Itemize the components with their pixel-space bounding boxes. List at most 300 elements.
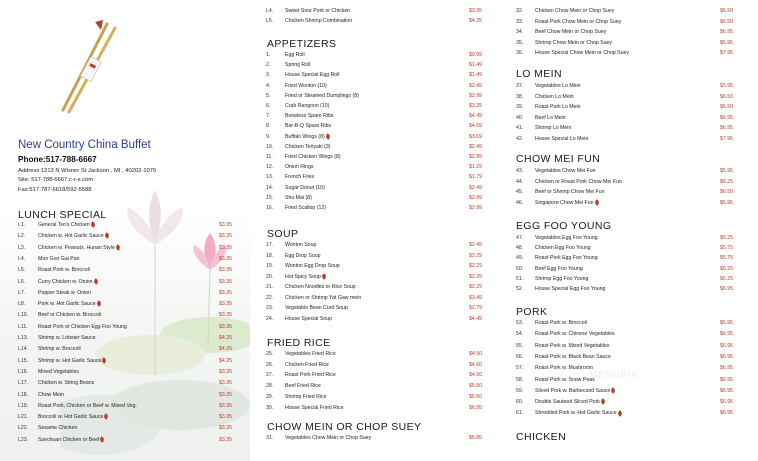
menu-item-name: Spring Roll xyxy=(285,62,311,69)
menu-item-price: $6.50 xyxy=(720,8,733,14)
menu-item-price: $2.99 xyxy=(469,154,482,160)
menu-item-number: 45. xyxy=(516,189,524,195)
menu-item-name: Vegetables Fried Rice xyxy=(285,351,336,357)
menu-item-name: Curry Chicken w. Onion xyxy=(38,277,98,287)
menu-item-price: $6.95 xyxy=(720,342,733,349)
menu-item-price: $1.29 xyxy=(469,164,482,171)
menu-item xyxy=(0,254,250,264)
menu-item-price: $6.95 xyxy=(720,387,733,394)
menu-item xyxy=(0,288,250,298)
menu-item-name: Shrimp Egg Foo Young xyxy=(535,275,589,282)
menu-item-price: $3.35 xyxy=(219,289,232,296)
menu-item-number: 32. xyxy=(516,8,524,14)
menu-item-number: L16. xyxy=(18,368,29,375)
menu-item xyxy=(258,349,490,359)
hot-pepper-icon xyxy=(600,399,606,405)
menu-item-price: $3.35 xyxy=(219,301,232,308)
menu-item-name: Beef Fried Rice xyxy=(285,383,321,390)
menu-item xyxy=(508,408,758,418)
menu-item-price: $3.35 xyxy=(219,436,232,443)
menu-item-name: Mixed Vegetables xyxy=(38,368,79,375)
menu-item-price: $6.25 xyxy=(720,275,733,282)
hot-pepper-icon xyxy=(115,244,121,250)
menu-item-price: $6.95 xyxy=(720,399,733,406)
menu-item-number: 47. xyxy=(516,235,524,241)
menu-item xyxy=(508,318,758,328)
menu-item-name: Vegetable Bean Curd Soup xyxy=(285,305,348,311)
menu-item-number: 3. xyxy=(266,72,271,79)
menu-item-name: Roast Pork w. Snow Peas xyxy=(535,376,595,383)
menu-item-price: $2.49 xyxy=(469,184,482,191)
menu-item xyxy=(258,60,490,70)
hot-pepper-icon xyxy=(321,273,327,279)
menu-item xyxy=(508,48,758,58)
menu-item xyxy=(258,70,490,80)
menu-item xyxy=(0,412,250,422)
menu-item-price: $4.25 xyxy=(219,346,232,353)
menu-item-number: 30. xyxy=(266,404,274,411)
menu-item-number: 11. xyxy=(266,154,273,160)
menu-item-number: 35. xyxy=(516,39,524,46)
menu-item-price: $4.60 xyxy=(469,372,482,379)
menu-item-name: Beef Lo Mein xyxy=(535,114,566,121)
hot-pepper-icon xyxy=(594,199,600,205)
menu-item-name: Chicken or Shrimp Yat Gaw mein xyxy=(285,294,362,301)
menu-item-name: Fried Scallop (12) xyxy=(285,205,326,211)
menu-item xyxy=(0,356,250,366)
menu-item-price: $3.35 xyxy=(219,278,232,285)
menu-item-name: Beef Egg Foo Young xyxy=(535,265,583,272)
menu-item-name: Beef or Shrimp Chow Mei Fun xyxy=(535,189,605,195)
menu-item-price: $2.79 xyxy=(469,305,482,311)
menu-item-number: L14. xyxy=(18,346,29,353)
menu-item-number: 61. xyxy=(516,410,524,417)
menu-item xyxy=(258,121,490,131)
menu-item-number: 9. xyxy=(266,133,271,140)
menu-item xyxy=(0,333,250,343)
menu-item-price: $3.35 xyxy=(219,312,232,319)
menu-item xyxy=(258,132,490,142)
menu-item-price: $5.95 xyxy=(469,435,482,441)
hot-pepper-icon xyxy=(104,233,110,239)
menu-item-name: Double Sauteed Sliced Pork xyxy=(535,397,605,407)
menu-item-number: 21. xyxy=(266,284,274,290)
menu-item-number: L11. xyxy=(18,323,28,330)
menu-item-name: Roast Pork Fried Rice xyxy=(285,372,336,379)
menu-item-name: Chicken Shrimp Combination xyxy=(285,18,353,24)
menu-item-name: Roast Pork, Chicken or Beef w. Mixed Veg. xyxy=(38,402,137,409)
menu-item-price: $2.29 xyxy=(469,263,482,269)
menu-item-price: $4.25 xyxy=(219,335,232,341)
menu-item-number: 24. xyxy=(266,315,274,322)
menu-item-price: $6.95 xyxy=(720,39,733,46)
menu-item-name: Roast Pork Chow Mein or Chop Suey xyxy=(535,18,622,25)
menu-item-price: $3.35 xyxy=(219,425,232,432)
menu-item-number: 42. xyxy=(516,135,524,142)
menu-item xyxy=(508,329,758,339)
menu-item-name: House Special Chow Mein or Chop Suey xyxy=(535,50,630,56)
menu-item-number: 53. xyxy=(516,320,524,326)
menu-item xyxy=(258,293,490,303)
menu-item xyxy=(0,243,250,253)
menu-item xyxy=(0,390,250,400)
menu-item-number: 16. xyxy=(266,205,274,211)
menu-item-price: $3.35 xyxy=(219,391,232,398)
menu-item-name: Shrimp w. Broccoli xyxy=(38,346,81,353)
menu-item xyxy=(258,142,490,152)
menu-item xyxy=(258,81,490,91)
menu-item xyxy=(0,277,250,287)
menu-item-number: L13. xyxy=(18,335,29,341)
menu-item-price: $1.49 xyxy=(469,72,482,79)
menu-item-name: Wonton Soup xyxy=(285,242,317,248)
menu-item xyxy=(508,352,758,362)
menu-item xyxy=(258,162,490,172)
menu-item-price: $3.35 xyxy=(219,402,232,409)
menu-item-name: Pepper Steak w. Onion xyxy=(38,289,92,296)
menu-item-number: 12. xyxy=(266,164,274,171)
menu-item-price: $5.25 xyxy=(720,235,733,241)
menu-item xyxy=(258,193,490,203)
menu-item-name: Vegetables Chow Mein or Chop Suey xyxy=(285,435,372,441)
menu-item-name: Chicken w. Peanuts, Hunan Style xyxy=(38,243,120,253)
menu-item xyxy=(0,435,250,445)
section-title-fried-rice: FRIED RICE xyxy=(267,337,331,349)
menu-item-price: $4.49 xyxy=(469,113,482,120)
menu-item xyxy=(258,282,490,292)
fax: Fax:517-787-6618/592-5588 xyxy=(18,187,92,193)
menu-item-number: 7. xyxy=(266,113,271,120)
menu-item-name: Beef or Chicken w. Broccoli xyxy=(38,312,102,319)
menu-item-price: $3.35 xyxy=(219,244,232,251)
menu-item-number: 54. xyxy=(516,331,524,338)
menu-item xyxy=(508,102,758,112)
menu-item-price: $6.95 xyxy=(720,286,733,292)
menu-item-price: $5.95 xyxy=(720,83,733,89)
menu-item-number: 5. xyxy=(266,92,271,99)
menu-item-name: Wonton Egg Drop Soup xyxy=(285,263,340,269)
menu-item xyxy=(258,91,490,101)
hot-pepper-icon xyxy=(325,133,331,139)
menu-item-name: Roast Pork w. Broccoli xyxy=(38,267,90,274)
menu-item xyxy=(508,17,758,27)
menu-item-price: $6.95 xyxy=(720,320,733,326)
menu-item-price: $1.79 xyxy=(469,174,482,181)
menu-item-number: L18. xyxy=(18,391,29,398)
menu-item xyxy=(508,6,758,16)
menu-item-price: $4.60 xyxy=(469,361,482,368)
menu-item-number: L4. xyxy=(266,8,274,14)
menu-item-number: 34. xyxy=(516,29,524,35)
menu-item-number: L21. xyxy=(18,414,29,421)
chopsticks-logo-icon xyxy=(55,20,125,115)
menu-item xyxy=(258,240,490,250)
menu-item xyxy=(258,152,490,162)
menu-item-number: 20. xyxy=(266,273,274,280)
hot-pepper-icon xyxy=(617,410,623,416)
menu-item-number: 37. xyxy=(516,83,524,89)
menu-item-name: Roast Pork w. Chinese Vegetables xyxy=(535,331,615,338)
menu-item-number: 55. xyxy=(516,342,524,349)
hot-pepper-icon xyxy=(100,436,106,442)
menu-item-price: $3.35 xyxy=(219,323,232,330)
hot-pepper-icon xyxy=(96,301,102,307)
menu-item-price: $3.69 xyxy=(469,133,482,140)
menu-item-price: $6.50 xyxy=(720,93,733,100)
menu-item xyxy=(508,243,758,253)
menu-item-name: General Tso's Chicken xyxy=(38,220,95,230)
menu-item-name: Egg Drop Soup xyxy=(285,252,321,259)
restaurant-name: New Country China Buffet xyxy=(18,139,151,151)
menu-item-number: 59. xyxy=(516,387,524,394)
menu-item xyxy=(0,322,250,332)
watermark: MENUPIX xyxy=(590,370,639,380)
menu-item-price: $6.95 xyxy=(720,114,733,121)
menu-item-price: $1.49 xyxy=(469,62,482,69)
menu-item-name: Shu Mai (8) xyxy=(285,194,312,201)
menu-item-name: Vegetables Chow Mei Fun xyxy=(535,168,596,174)
menu-item-number: 44. xyxy=(516,178,524,185)
menu-item-number: 48. xyxy=(516,245,524,252)
menu-item xyxy=(258,314,490,324)
menu-item-number: 43. xyxy=(516,168,524,174)
menu-item-price: $3.35 xyxy=(219,368,232,375)
menu-item-name: Sliced Pork w. Barbecued Sauce xyxy=(535,386,615,396)
menu-item-name: Vegetables Lo Mein xyxy=(535,83,581,89)
menu-item xyxy=(508,81,758,91)
menu-item-number: L7. xyxy=(18,289,26,296)
menu-item-price: $5.75 xyxy=(720,245,733,252)
menu-item-name: Chicken w. Hot Garlic Sauce xyxy=(38,231,109,241)
menu-item xyxy=(0,231,250,241)
menu-item-number: L23. xyxy=(18,436,29,443)
menu-item xyxy=(508,386,758,396)
menu-item-name: House Special Lo Mein xyxy=(535,135,589,142)
menu-item xyxy=(508,233,758,243)
menu-item xyxy=(508,198,758,208)
menu-item-number: 56. xyxy=(516,353,524,360)
menu-item-price: $4.69 xyxy=(469,123,482,130)
menu-item-price: $4.25 xyxy=(469,18,482,24)
menu-item-number: 31. xyxy=(266,435,274,441)
menu-item-name: Chicken Chow Mein or Chop Suey xyxy=(535,8,615,14)
menu-item-price: $0.99 xyxy=(469,52,482,58)
menu-item-price: $6.95 xyxy=(720,125,733,131)
menu-item-price: $5.75 xyxy=(720,255,733,262)
menu-item-name: Vegetables Egg Foo Young xyxy=(535,235,598,241)
menu-item-name: House Special Fried Rice xyxy=(285,404,344,411)
menu-item-name: House Special Soup xyxy=(285,315,333,322)
menu-item-name: Roast Pork w. Mushroom xyxy=(535,365,593,372)
menu-item-price: $7.95 xyxy=(720,135,733,142)
menu-item xyxy=(0,378,250,388)
menu-item-number: L17. xyxy=(18,380,29,387)
menu-item xyxy=(258,111,490,121)
menu-item-price: $3.35 xyxy=(219,222,232,228)
menu-item-name: Boneless Spare Ribs xyxy=(285,113,334,120)
menu-item-number: L1. xyxy=(18,222,26,228)
menu-item-price: $7.95 xyxy=(720,50,733,56)
menu-item xyxy=(508,38,758,48)
menu-item-number: 4. xyxy=(266,82,271,89)
menu-item-price: $6.95 xyxy=(469,404,482,411)
menu-item-name: Egg Roll xyxy=(285,52,305,58)
menu-item xyxy=(258,433,490,443)
menu-item xyxy=(508,187,758,197)
phone-number: Phone:517-788-6667 xyxy=(18,155,97,164)
menu-item-name: Roast Pork or Chicken Egg Foo Young xyxy=(38,323,127,330)
menu-item-price: $3.35 xyxy=(219,255,232,262)
menu-item-number: 23. xyxy=(266,305,274,311)
menu-item-price: $3.95 xyxy=(469,8,482,14)
menu-item-name: Shredded Pork w. Hot Garlic Sauce xyxy=(535,408,622,418)
menu-item xyxy=(258,381,490,391)
menu-item-number: 58. xyxy=(516,376,524,383)
menu-item xyxy=(508,397,758,407)
menu-item xyxy=(508,264,758,274)
menu-item-name: Chow Mein xyxy=(38,391,64,398)
menu-item-number: 60. xyxy=(516,399,524,406)
hot-pepper-icon xyxy=(104,414,110,420)
section-title-soup: SOUP xyxy=(267,228,299,240)
menu-item xyxy=(508,284,758,294)
menu-item xyxy=(258,370,490,380)
menu-item-price: $3.35 xyxy=(219,267,232,274)
menu-item-price: $2.49 xyxy=(469,242,482,248)
menu-item-number: 39. xyxy=(516,104,524,110)
menu-item-name: Chicken or Roast Pork Chow Mei Fun xyxy=(535,178,622,185)
menu-item-price: $5.95 xyxy=(720,168,733,174)
menu-item-number: 18. xyxy=(266,252,274,259)
menu-item-price: $4.50 xyxy=(469,351,482,357)
menu-item xyxy=(508,27,758,37)
menu-item-price: $3.25 xyxy=(469,103,482,109)
menu-item-number: 33. xyxy=(516,18,524,25)
menu-item-number: 10. xyxy=(266,143,274,150)
menu-item-name: Roast Pork Lo Mein xyxy=(535,104,581,110)
menu-item-number: 22. xyxy=(266,294,274,301)
menu-item-name: Onion Rings xyxy=(285,164,314,171)
menu-item-name: Moo Goo Gai Pan xyxy=(38,255,80,262)
menu-item-name: Sesame Chicken xyxy=(38,425,78,432)
menu-item xyxy=(508,274,758,284)
menu-item-name: Shrimp w. Hot Garlic Sauce xyxy=(38,356,106,366)
menu-item-price: $6.25 xyxy=(720,178,733,185)
menu-item-name: Hot Spicy Soup xyxy=(285,272,326,282)
menu-item-number: 25. xyxy=(266,351,274,357)
menu-item-price: $3.35 xyxy=(219,380,232,387)
menu-item-number: L10. xyxy=(18,312,29,319)
menu-item-price: $3.49 xyxy=(469,294,482,301)
menu-item-price: $6.25 xyxy=(720,265,733,272)
menu-item-price: $2.99 xyxy=(469,194,482,201)
menu-item-price: $2.29 xyxy=(469,273,482,280)
menu-item-number: 19. xyxy=(266,263,274,269)
address: Address:1213 N Wisner St Jackson , MI , 40202-1076 xyxy=(18,168,157,174)
menu-item-name: Buffalo Wings (8) xyxy=(285,132,330,142)
menu-item xyxy=(508,177,758,187)
menu-item xyxy=(258,360,490,370)
menu-item-number: 29. xyxy=(266,393,274,400)
menu-item-number: 1. xyxy=(266,52,271,58)
section-title-chow-mein: CHOW MEIN OR CHOP SUEY xyxy=(267,421,422,433)
menu-item-price: $6.95 xyxy=(720,353,733,360)
menu-item-number: L5. xyxy=(18,267,26,274)
menu-item-number: 50. xyxy=(516,265,524,272)
menu-item-name: Sugar Donut (10) xyxy=(285,184,325,191)
menu-item-name: Bar-B-Q Spare Ribs xyxy=(285,123,332,130)
menu-item xyxy=(258,50,490,60)
section-title-pork: PORK xyxy=(516,306,548,318)
menu-item-number: 26. xyxy=(266,361,274,368)
left-column xyxy=(0,0,250,461)
menu-item-name: French Fries xyxy=(285,174,315,181)
menu-item xyxy=(508,341,758,351)
hot-pepper-icon xyxy=(102,357,108,363)
menu-item xyxy=(0,310,250,320)
section-title-lunch-special: LUNCH SPECIAL xyxy=(18,209,107,221)
menu-item-number: L5. xyxy=(266,18,274,24)
menu-item-price: $2.49 xyxy=(469,82,482,89)
menu-item-number: L22. xyxy=(18,425,29,432)
menu-item-number: L8. xyxy=(18,301,26,308)
menu-item-number: L6. xyxy=(18,278,26,285)
menu-item xyxy=(258,272,490,282)
menu-item-number: 17. xyxy=(266,242,274,248)
menu-item-number: L3. xyxy=(18,244,26,251)
menu-item-number: 41. xyxy=(516,125,524,131)
menu-item-price: $2.29 xyxy=(469,284,482,290)
menu-item-price: $6.95 xyxy=(720,376,733,383)
menu-item-name: Broccoli w. Hot Garlic Sauce xyxy=(38,412,108,422)
menu-item-name: Crab Rangoon (10) xyxy=(285,103,330,109)
menu-item-price: $6.95 xyxy=(720,365,733,372)
menu-item-price: $4.25 xyxy=(219,357,232,364)
hot-pepper-icon xyxy=(610,387,616,393)
menu-item-number: 6. xyxy=(266,103,271,109)
menu-item-number: 15. xyxy=(266,194,274,201)
menu-item xyxy=(508,134,758,144)
menu-item-name: Chicken Fried Rice xyxy=(285,361,329,368)
menu-item xyxy=(0,367,250,377)
menu-item xyxy=(258,101,490,111)
menu-item xyxy=(0,423,250,433)
hot-pepper-icon xyxy=(93,278,99,284)
menu-item xyxy=(508,166,758,176)
menu-item xyxy=(258,303,490,313)
menu-item xyxy=(258,261,490,271)
section-title-chow-mei-fun: CHOW MEI FUN xyxy=(516,153,601,165)
menu-item-price: $6.95 xyxy=(720,331,733,338)
hot-pepper-icon xyxy=(90,222,96,228)
menu-item-number: 8. xyxy=(266,123,271,130)
website: Site: 517-788-6667.c-r-s.com xyxy=(18,177,94,183)
menu-item-name: Chicken Noodles or Rice Soup xyxy=(285,284,356,290)
menu-item-number: 57. xyxy=(516,365,524,372)
menu-item-price: $6.50 xyxy=(720,104,733,110)
menu-item xyxy=(258,172,490,182)
menu-item xyxy=(258,251,490,261)
menu-item-number: L4. xyxy=(18,255,26,262)
menu-item-number: 27. xyxy=(266,372,274,379)
menu-item-number: 51. xyxy=(516,275,524,282)
menu-item-name: Shrimp w. Lobster Sauce xyxy=(38,335,96,341)
menu-item-price: $5.50 xyxy=(469,383,482,390)
menu-item-name: Fried Chicken Wings (8) xyxy=(285,154,341,160)
menu-item-name: House Special Egg Roll xyxy=(285,72,340,79)
menu-item-number: 13. xyxy=(266,174,274,181)
menu-item xyxy=(508,253,758,263)
